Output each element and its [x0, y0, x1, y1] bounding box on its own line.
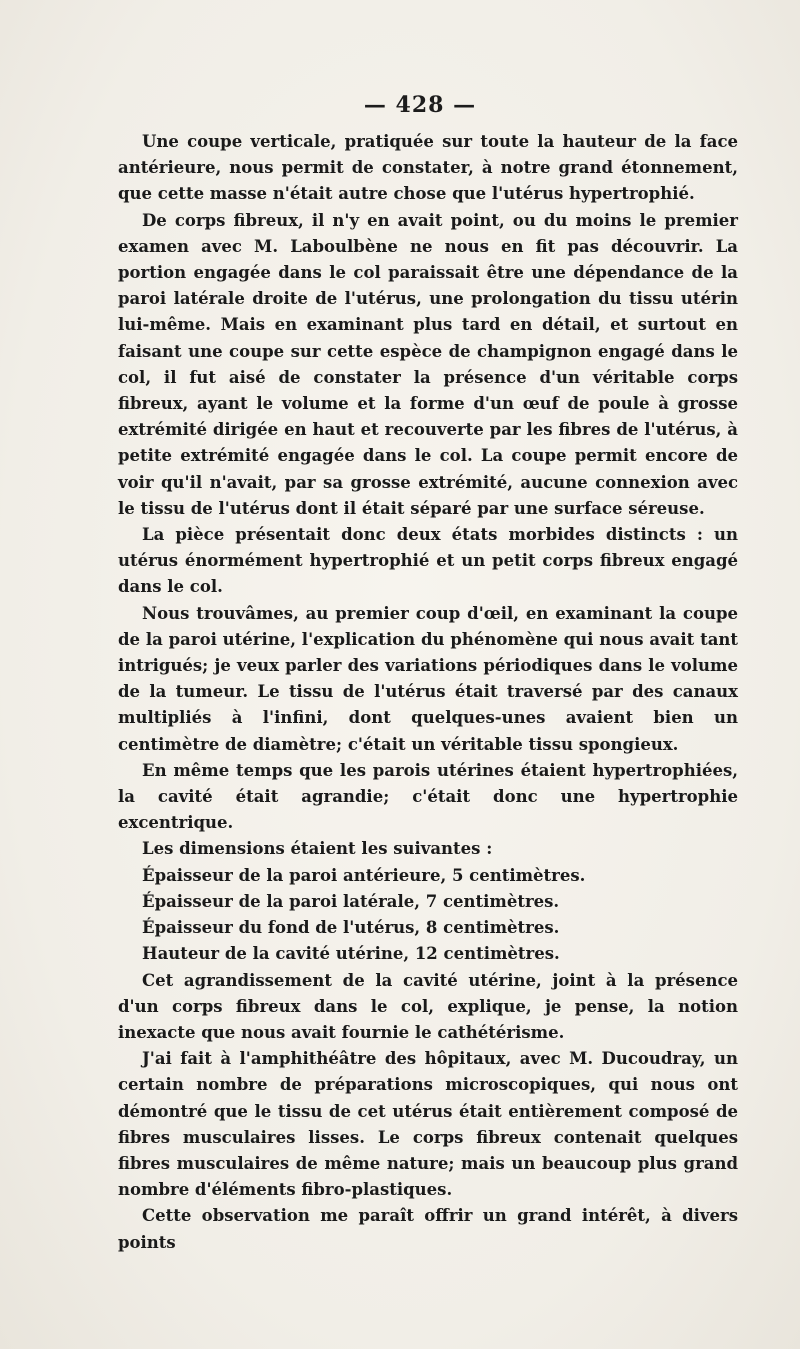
- dimension-hauteur-cavite: Hauteur de la cavité utérine, 12 centimètres.: [142, 944, 560, 964]
- paragraph-piece-etats-morbides: La pièce présentait donc deux états morbides distincts : un utérus énormément hypertrophié et un petit corps fibreux engagé dans le col.: [118, 525, 738, 597]
- dimension-fond-uterus: Épaisseur du fond de l'utérus, 8 centimètres.: [142, 918, 560, 938]
- paragraph-dimensions-intro: Les dimensions étaient les suivantes :: [142, 839, 493, 859]
- paragraph-coupe-verticale: Une coupe verticale, pratiquée sur toute la hauteur de la face antérieure, nous permit de constater, à notre grand étonnement, que cette masse n'était autre chose que l'utérus hypertrophié.: [118, 132, 738, 204]
- paragraph-catheterisme: Cet agrandissement de la cavité utérine, joint à la présence d'un corps fibreux dans le col, explique, je pense, la notion inexacte que nous avait fournie le cathétérisme.: [118, 970, 738, 1042]
- body-text: [118, 129, 738, 1256]
- paragraph-hypertrophie-excentrique: En même temps que les parois utérines étaient hypertrophiées, la cavité était agrandie; c'était donc une hypertrophie excentrique.: [118, 760, 738, 833]
- paragraph-preparations-microscopiques: J'ai fait à l'amphithéâtre des hôpitaux, avec M. Ducoudray, un certain nombre de préparations microscopiques, qui nous ont démontré que le tissu de cet utérus était entièrement composé de fibres musculaires lisses. Le corps fibreux contenait quelques fibres musculaires de même nature; mais un beaucoup plus grand nombre d'éléments fibro-plastiques.: [118, 1049, 738, 1200]
- paragraph-coupe-paroi: Nous trouvâmes, au premier coup d'œil, en examinant la coupe de la paroi utérine, l'explication du phénomène qui nous avait tant intrigués; je veux parler des variations périodiques dans le volume de la tumeur. Le tissu de l'utérus était traversé par des canaux multipliés à l'infini, dont quelques-unes avaient bien un centimètre de diamètre; c'était un véritable tissu spongieux.: [118, 603, 738, 754]
- paragraph-observation-interet: Cette observation me paraît offrir un grand intérêt, à divers points: [118, 1206, 738, 1252]
- page-number: — 428 —: [363, 92, 477, 118]
- dimension-paroi-laterale: Épaisseur de la paroi latérale, 7 centimètres.: [142, 891, 560, 911]
- paragraph-corps-fibreux: De corps fibreux, il n'y en avait point, ou du moins le premier examen avec M. Laboulbène ne nous en fit pas découvrir. La portion engagée dans le col paraissait être une dépendance de la paroi latérale droite de l'utérus, une prolongation du tissu utérin lui-même. Mais en examinant plus tard en détail, et surtout en faisant une coupe sur cette espèce de champignon engagé dans le col, il fut aisé de constater la présence d'un véritable corps fibreux, ayant le volume et la forme d'un œuf de poule à grosse extrémité dirigée en haut et recouverte par les fibres de l'utérus, à petite extrémité engagée dans le col. La coupe permit encore de voir qu'il n'avait, par sa grosse extrémité, aucune connexion avec le tissu de l'utérus dont il était séparé par une surface séreuse.: [118, 210, 738, 518]
- dimension-paroi-anterieure: Épaisseur de la paroi antérieure, 5 centimètres.: [142, 865, 586, 885]
